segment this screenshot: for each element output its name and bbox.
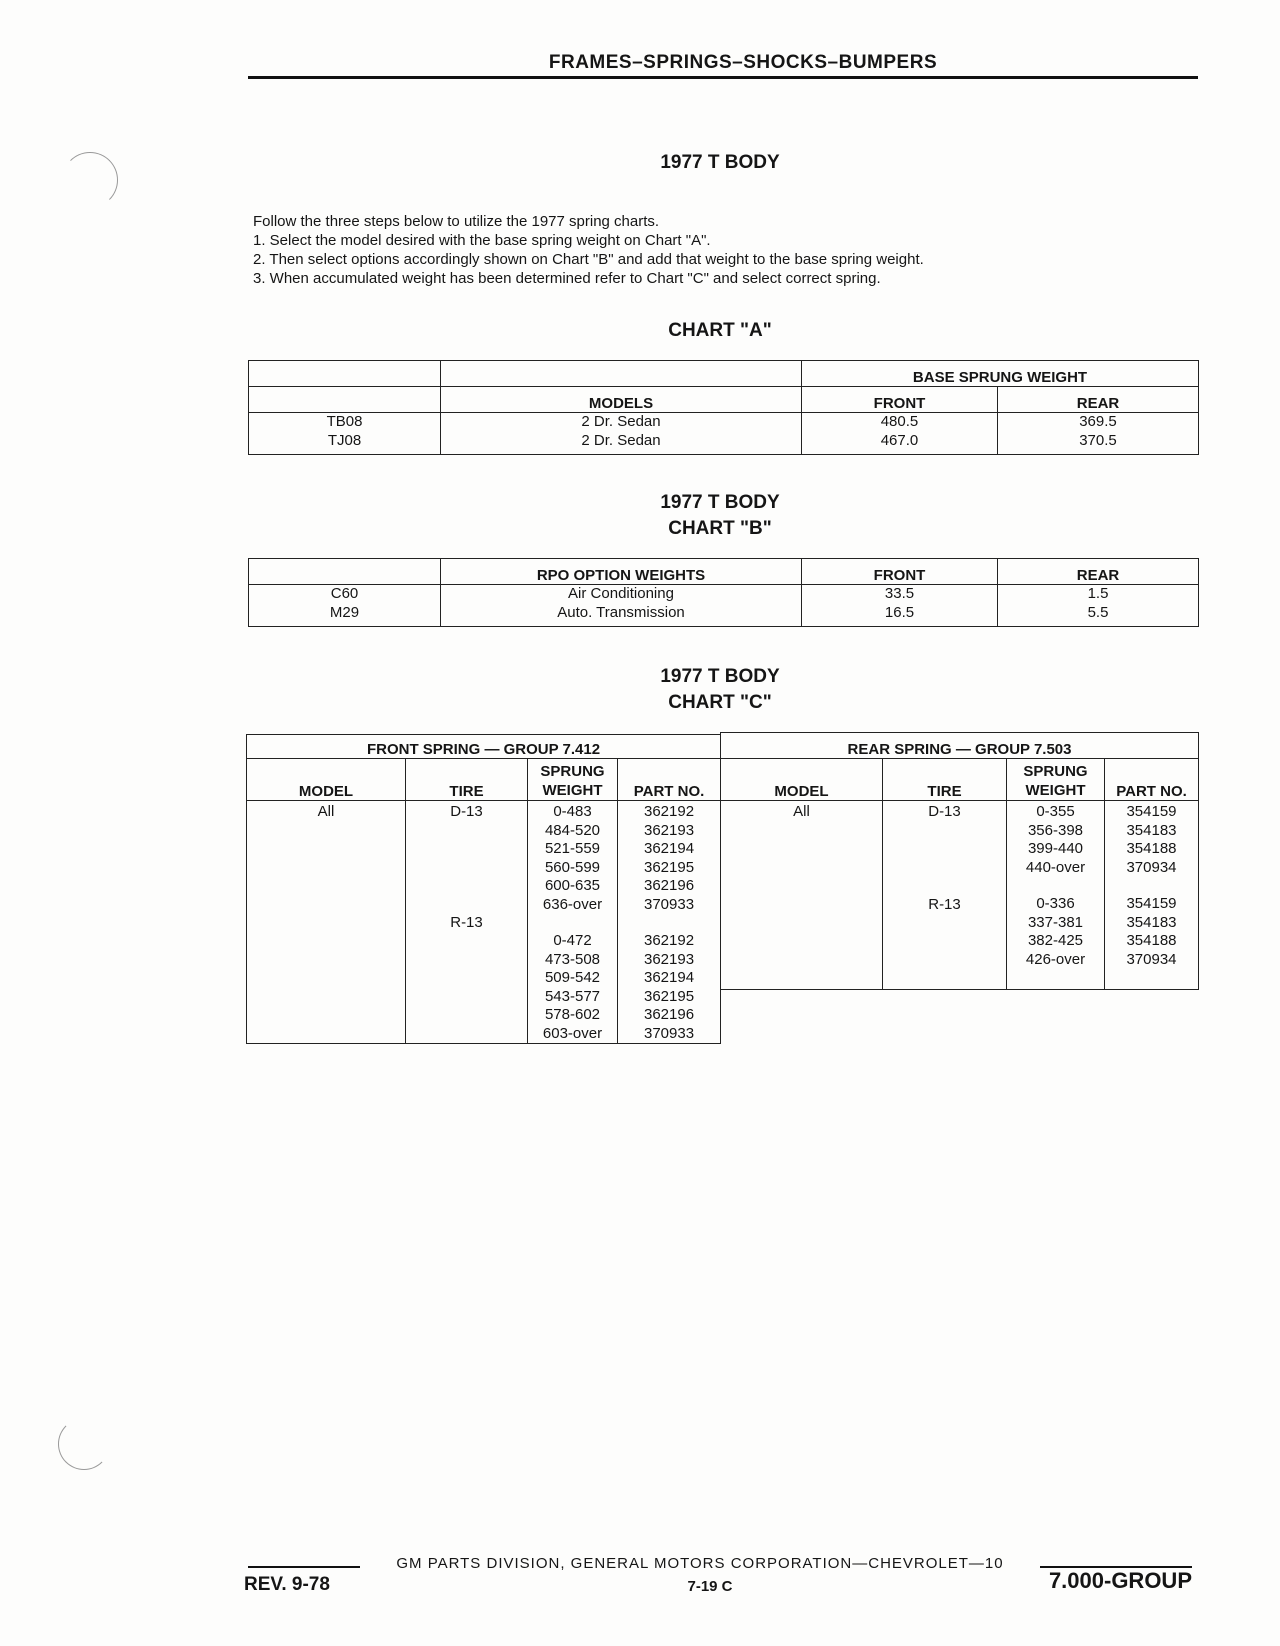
chart-a-title: CHART "A": [668, 320, 772, 341]
model-value: All: [793, 803, 810, 820]
part-number: 362196: [643, 1006, 695, 1023]
part-number: 370933: [643, 895, 695, 913]
weight-range: 603-over: [542, 1024, 603, 1042]
section-title: 1977 T BODY: [660, 152, 780, 173]
rear-weight: 5.5: [1087, 603, 1109, 621]
model-name-cell: [441, 413, 802, 455]
rear-header: REAR: [998, 559, 1199, 585]
weight-range: 337-381: [1027, 913, 1084, 931]
chart-c-title-line: 1977 T BODY: [660, 666, 780, 687]
part-number: 362194: [643, 840, 695, 857]
footer-revision: REV. 9-78: [244, 1574, 330, 1595]
weight-range: 560-599: [544, 858, 601, 876]
option-name-cell: [441, 585, 802, 627]
part-number: 354183: [1126, 821, 1177, 839]
part-number: 362193: [643, 950, 695, 968]
chart-b-title-line: 1977 T BODY: [660, 492, 780, 513]
model-name: 2 Dr. Sedan: [581, 413, 661, 430]
weight-range: 484-520: [544, 821, 601, 839]
model-code: TB08: [326, 413, 363, 430]
model-value: All: [317, 803, 335, 820]
footer-rule: [248, 1566, 360, 1568]
tire-header: TIRE: [883, 759, 1007, 801]
model-header: MODEL: [247, 759, 406, 801]
sprung-weight-header-line: SPRUNG: [540, 763, 605, 780]
instruction-line: Follow the three steps below to utilize the 1977 spring charts.: [253, 213, 660, 230]
model-cell: [247, 801, 406, 1044]
chart-c-title-line: CHART "C": [668, 692, 772, 713]
header-rule: [248, 76, 1198, 79]
chart-b-table: [248, 558, 1199, 627]
rear-weight-cell: [998, 413, 1199, 455]
part-number: 362192: [643, 803, 695, 820]
part-number: 354183: [1126, 913, 1177, 931]
front-weight-cell: [802, 585, 998, 627]
sprung-weight-header-line: WEIGHT: [542, 781, 603, 799]
instruction-line: 2. Then select options accordingly shown on Chart "B" and add that weight to the base spring weight.: [253, 251, 924, 268]
model-code-cell: [249, 413, 441, 455]
option-name: Auto. Transmission: [557, 603, 685, 621]
part-number: 362193: [643, 821, 695, 839]
weight-range: 0-355: [1036, 803, 1075, 820]
sprung-weight-cell: [1007, 801, 1105, 990]
part-number: 354159: [1126, 803, 1177, 820]
table-row: [721, 801, 1199, 990]
weight-range: 440-over: [1025, 858, 1086, 876]
rear-spring-table: [720, 732, 1199, 990]
sprung-weight-cell: [528, 801, 618, 1044]
tire-value: D-13: [928, 803, 961, 820]
footer-group: 7.000-GROUP: [1048, 1568, 1192, 1593]
part-number: 370933: [643, 1024, 695, 1042]
rpo-option-weights-header: RPO OPTION WEIGHTS: [441, 559, 802, 585]
weight-range: 600-635: [544, 877, 601, 894]
rear-weight: 370.5: [1079, 431, 1117, 449]
rpo-code: C60: [330, 585, 359, 602]
part-number: 354188: [1126, 932, 1177, 949]
weight-range: 356-398: [1027, 821, 1084, 839]
empty-cell: [441, 361, 802, 387]
front-weight: 16.5: [884, 603, 915, 621]
instructions: [253, 212, 924, 288]
footer-publisher: GM PARTS DIVISION, GENERAL MOTORS CORPORATION—CHEVROLET—10: [396, 1555, 1004, 1572]
front-spring-group-header: FRONT SPRING — GROUP 7.412: [247, 735, 721, 759]
option-name: Air Conditioning: [568, 585, 674, 602]
part-number: 362195: [643, 987, 695, 1005]
front-weight-cell: [802, 413, 998, 455]
tire-header: TIRE: [406, 759, 528, 801]
weight-range: 0-336: [1036, 895, 1075, 912]
front-spring-table: [246, 734, 721, 1044]
table-row: [247, 801, 721, 1044]
rear-weight-cell: [998, 585, 1199, 627]
part-number: 362192: [643, 932, 695, 949]
base-sprung-weight-header: BASE SPRUNG WEIGHT: [802, 361, 1199, 387]
footer-page-number: 7-19 C: [687, 1578, 733, 1595]
front-header: FRONT: [802, 387, 998, 413]
weight-range: 473-508: [544, 950, 601, 968]
weight-range: 636-over: [542, 895, 603, 913]
part-number: 362196: [643, 877, 695, 894]
weight-range: 509-542: [544, 969, 601, 986]
model-code: TJ08: [327, 431, 362, 449]
front-header: FRONT: [802, 559, 998, 585]
sprung-weight-header: [528, 759, 618, 801]
weight-range: 0-472: [553, 932, 592, 949]
page-header-title: FRAMES–SPRINGS–SHOCKS–BUMPERS: [548, 52, 938, 73]
part-number: 370934: [1126, 858, 1177, 876]
part-number: 354159: [1126, 895, 1177, 912]
chart-a-table: [248, 360, 1199, 455]
sprung-weight-header-line: WEIGHT: [1025, 781, 1086, 799]
model-cell: [721, 801, 883, 990]
tire-value: R-13: [928, 895, 961, 913]
part-no-header: PART NO.: [1105, 759, 1199, 801]
rpo-code: M29: [329, 603, 360, 621]
model-name: 2 Dr. Sedan: [581, 431, 661, 449]
tire-cell: [406, 801, 528, 1044]
part-number: 370934: [1126, 950, 1177, 968]
empty-cell: [249, 361, 441, 387]
weight-range: 0-483: [553, 803, 592, 820]
part-no-cell: [1105, 801, 1199, 990]
chart-c-title: [0, 664, 1280, 716]
instruction-line: 3. When accumulated weight has been determined refer to Chart "C" and select correct spring.: [253, 270, 881, 287]
weight-range: 543-577: [544, 987, 601, 1005]
binder-hole-mark: [58, 1418, 110, 1470]
empty-cell: [249, 387, 441, 413]
part-number: 362195: [643, 858, 695, 876]
chart-b-title-line: CHART "B": [668, 518, 772, 539]
part-no-cell: [618, 801, 721, 1044]
rpo-code-cell: [249, 585, 441, 627]
empty-cell: [249, 559, 441, 585]
sprung-weight-header-line: SPRUNG: [1023, 763, 1088, 780]
weight-range: 578-602: [544, 1006, 601, 1023]
part-no-header: PART NO.: [618, 759, 721, 801]
tire-value: R-13: [450, 913, 483, 931]
part-number: 354188: [1126, 840, 1177, 857]
weight-range: 399-440: [1027, 840, 1084, 857]
tire-cell: [883, 801, 1007, 990]
weight-range: 521-559: [544, 840, 601, 857]
weight-range: 426-over: [1025, 950, 1086, 968]
rear-spring-group-header: REAR SPRING — GROUP 7.503: [721, 733, 1199, 759]
tire-value: D-13: [450, 803, 483, 820]
rear-weight: 369.5: [1079, 413, 1117, 430]
front-weight: 480.5: [880, 413, 919, 430]
table-row: [249, 585, 1199, 627]
weight-range: 382-425: [1027, 932, 1084, 949]
model-header: MODEL: [721, 759, 883, 801]
rear-weight: 1.5: [1087, 585, 1109, 602]
table-row: [249, 413, 1199, 455]
rear-header: REAR: [998, 387, 1199, 413]
chart-b-title: [0, 490, 1280, 542]
part-number: 362194: [643, 969, 695, 986]
front-weight: 33.5: [884, 585, 915, 602]
sprung-weight-header: [1007, 759, 1105, 801]
models-header: MODELS: [441, 387, 802, 413]
instruction-line: 1. Select the model desired with the base spring weight on Chart "A".: [253, 232, 711, 249]
front-weight: 467.0: [880, 431, 919, 449]
